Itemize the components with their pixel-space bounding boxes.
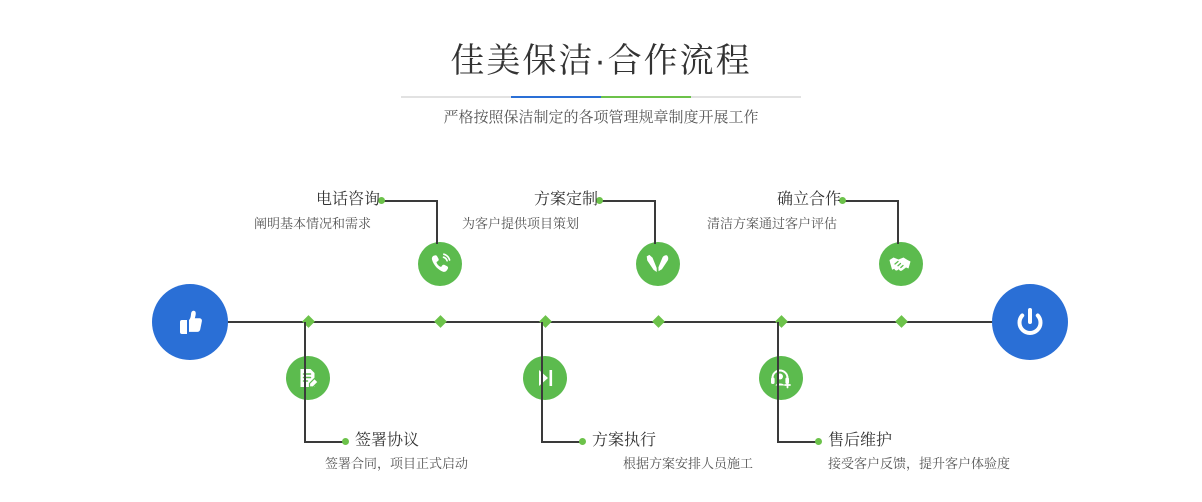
step-desc-after-sales: 接受客户反馈，提升客户体验度 [828,456,1011,471]
step-title-plan-customize: 方案定制 [534,191,599,208]
connector-arm-6 [777,441,819,443]
step-title-plan-execute: 方案执行 [592,432,657,449]
step-desc-sign-agreement: 签署合同，项目正式启动 [325,456,469,471]
connector-arm-3 [600,200,656,202]
connector-dot-4 [579,438,586,445]
step-desc-phone-consult: 阐明基本情况和需求 [254,216,372,231]
node-icon-confirm-cooperation [879,242,923,286]
connector-arm-5 [843,200,899,202]
page-title: 佳美保洁·合作流程 [450,42,752,80]
connector-stem-3 [654,200,656,244]
axis-marker-5 [895,315,908,328]
timeline-start-badge [152,284,228,360]
step-title-after-sales: 售后维护 [828,432,893,449]
connector-stem-1 [436,200,438,244]
connector-stem-5 [897,200,899,244]
divider-blue-segment [511,96,601,98]
connector-arm-4 [541,441,583,443]
node-icon-plan-customize [636,242,680,286]
axis-marker-3 [652,315,665,328]
connector-arm-1 [382,200,438,202]
node-icon-plan-execute [523,356,567,400]
connector-stem-4 [541,322,543,442]
divider-green-segment [601,96,691,98]
connector-dot-2 [342,438,349,445]
step-title-sign-agreement: 签署协议 [355,432,420,449]
connector-dot-6 [815,438,822,445]
step-desc-plan-execute: 根据方案安排人员施工 [623,456,754,471]
step-title-confirm-cooperation: 确立合作 [777,191,842,208]
node-icon-sign-agreement [286,356,330,400]
axis-marker-1 [434,315,447,328]
title-divider [401,96,801,98]
node-icon-phone-consult [418,242,462,286]
timeline-end-badge [992,284,1068,360]
connector-arm-2 [304,441,346,443]
step-desc-confirm-cooperation: 清洁方案通过客户评估 [707,216,838,231]
step-desc-plan-customize: 为客户提供项目策划 [462,216,580,231]
connector-stem-2 [304,322,306,442]
node-icon-after-sales [759,356,803,400]
connector-stem-6 [777,322,779,442]
page-subtitle: 严格按照保洁制定的各项管理规章制度开展工作 [443,109,759,126]
step-title-phone-consult: 电话咨询 [316,191,381,208]
